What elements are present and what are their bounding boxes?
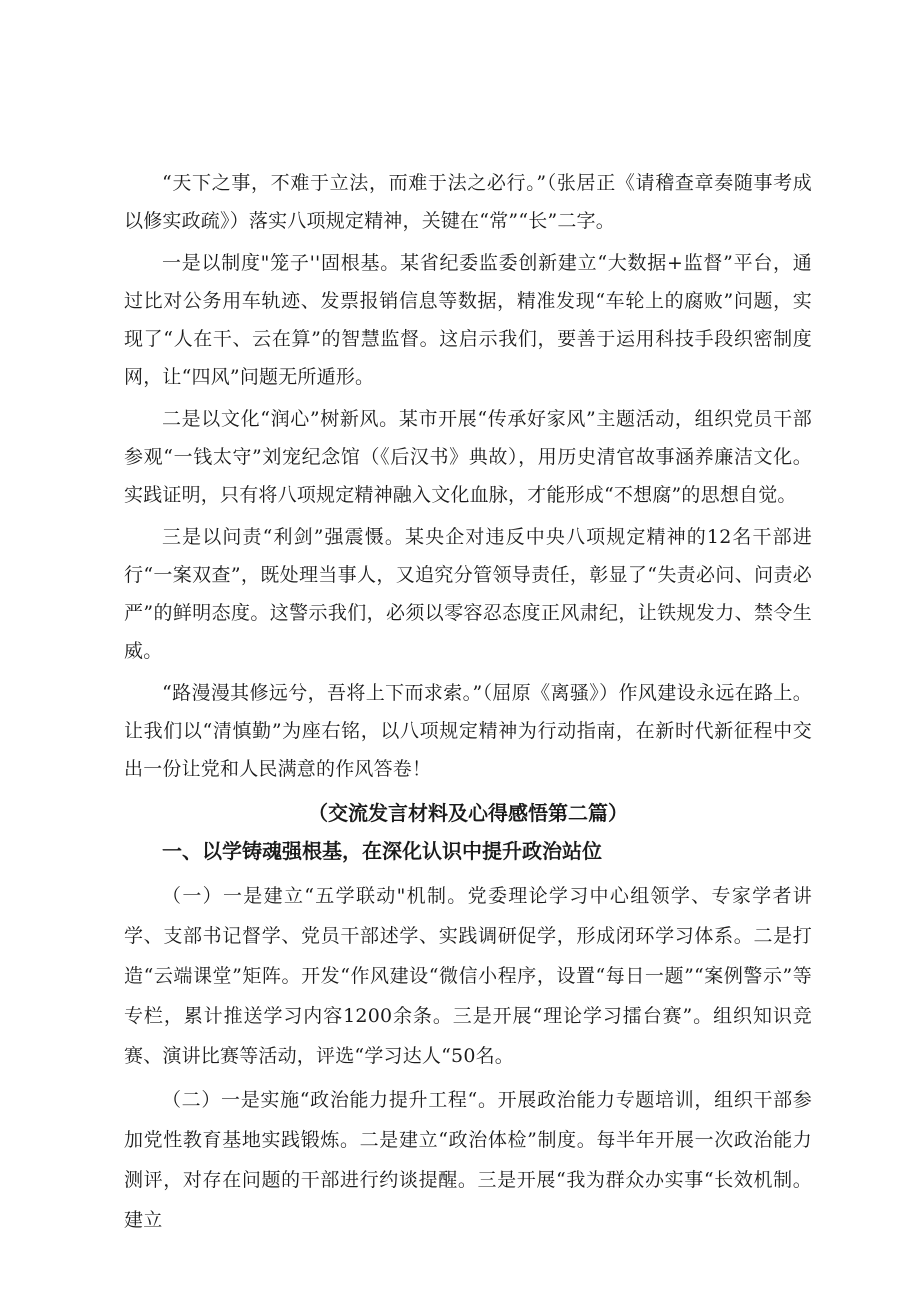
paragraph-study-mechanism: （一）一是建立“五学联动"机制。党委理论学习中心组领学、专家学者讲学、支部书记督学、党员干部述学、实践调研促学，形成闭环学习体系。二是打造“云端课堂”矩阵。开发“作风建设“微信小程序，设置“每日一题”“案例警示”等专栏，累计推送学习内容1200余条。三是开展“理论学习擂台赛”。组织知识竞赛、演讲比赛等活动，评选“学习达人“50名。 [124, 885, 812, 1067]
section1-heading: 一、以学铸魂强根基，在深化认识中提升政治站位 [162, 839, 602, 863]
paragraph-culture: 二是以文化“润心”树新风。某市开展“传承好家风”主题活动，组织党员干部参观“一钱太守”刘宠纪念馆（《后汉书》典故），用历史清官故事涵养廉洁文化。实践证明，只有将八项规定精神融入文化血脉，才能形成“不想腐”的思想自觉。 [124, 408, 812, 506]
paragraph-political-ability: （二）一是实施“政治能力提升工程“。开展政治能力专题培训，组织干部参加党性教育基地实践锻炼。二是建立“政治体检”制度。每半年开展一次政治能力测评，对存在问题的干部进行约谈提醒。三是开展“我为群众办实事“长效机制。建立 [124, 1089, 812, 1231]
paragraph-institution: 一是以制度"笼子''固根基。某省纪委监委创新建立“大数据+监督”平台，通过比对公务用车轨迹、发票报销信息等数据，精准发现“车轮上的腐败”问题，实现了“人在干、云在算”的智慧监督。这启示我们，要善于运用科技手段织密制度网，让“四风”问题无所遁形。 [124, 252, 812, 388]
document-body [124, 164, 812, 1240]
part2-title: （交流发言材料及心得感悟第二篇） [308, 801, 628, 825]
paragraph-conclusion: “路漫漫其修远兮，吾将上下而求索。”（屈原《离骚》）作风建设永远在路上。让我们以“清慎勤”为座右铭，以八项规定精神为行动指南，在新时代新征程中交出一份让党和人民满意的作风答卷！ [124, 682, 812, 780]
paragraph-quote-intro: “天下之事，不难于立法，而难于法之必行。”（张居正《请稽查章奏随事考成以修实政疏》）落实八项规定精神，关键在“常”“长”二字。 [124, 172, 812, 232]
paragraph-accountability: 三是以问责“利剑”强震慑。某央企对违反中央八项规定精神的12名干部进行“一案双查”，既处理当事人，又追究分管领导责任，彰显了“失责必问、问责必严”的鲜明态度。这警示我们，必须以零容忍态度正风肃纪，让铁规发力、禁令生威。 [124, 526, 812, 662]
